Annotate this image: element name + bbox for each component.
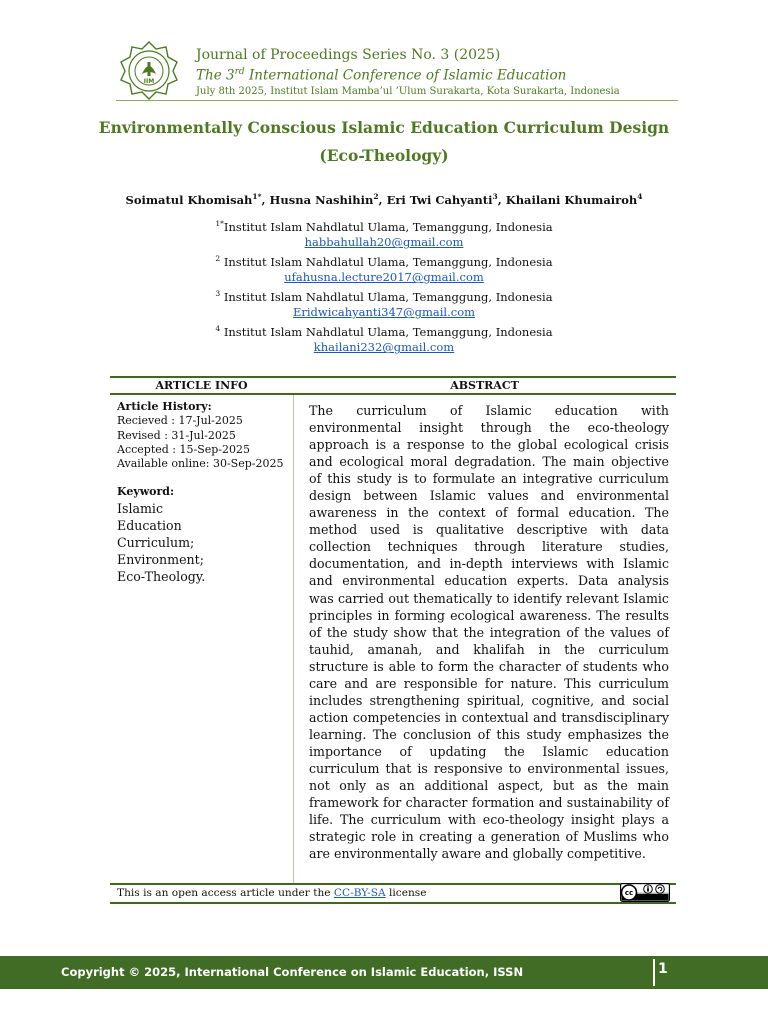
cc-by-sa-badge-icon[interactable] [620,883,670,902]
keyword: Education [117,517,182,533]
author-email-link[interactable]: khailani232@gmail.com [313,340,455,355]
page-number-divider [653,959,655,986]
affiliation: $^3$ Institut Islam Nahdlatul Ulama, Temanggung, Indonesia [215,289,553,304]
conference-dateline: July 8th 2025, Institut Islam Mamba’ul ’Ulum Surakarta, Kota Surakarta, Indonesia [196,85,620,97]
author-list [40,189,728,208]
conference-logo-icon [116,40,182,100]
affiliation: $^4$ Institut Islam Nahdlatul Ulama, Temanggung, Indonesia [215,324,553,339]
header-divider [116,100,678,101]
abstract-heading: ABSTRACT [450,379,519,392]
conference-name: The 3rd International Conference of Islamic Education [196,67,567,84]
copyright-text: Copyright © 2025, International Conference on Islamic Education, ISSN [61,965,524,979]
online-date: Available online: 30-Sep-2025 [117,457,284,471]
journal-header [116,40,678,100]
keyword: Islamic [117,500,163,516]
table-header-rule [110,393,676,395]
keyword-label: Keyword: [117,485,175,499]
table-end-rule [110,902,676,904]
column-divider [293,395,294,883]
author: Soimatul Khomisah$^{1*}$, [125,192,270,207]
accepted-date: Accepted : 15-Sep-2025 [117,442,250,456]
table-bottom-rule [110,883,676,885]
article-info-column [117,400,289,585]
svg-text:cc: cc [624,889,634,898]
revised-date: Revised : 31-Jul-2025 [117,428,236,442]
svg-text:IIM: IIM [143,78,155,85]
affiliation: $^2$ Institut Islam Nahdlatul Ulama, Temanggung, Indonesia [215,254,553,269]
paper-title: Environmentally Conscious Islamic Education Curriculum Design (Eco-Theology) [98,118,670,165]
affiliation: $^{1*}$Institut Islam Nahdlatul Ulama, Temanggung, Indonesia [215,219,553,234]
article-info-table [110,376,676,904]
author-email-link[interactable]: habbahullah20@gmail.com [304,235,464,250]
affiliation-list [40,216,728,356]
author: Khailani Khumairoh$^4$ [505,192,643,207]
received-date: Recieved : 17-Jul-2025 [117,414,243,428]
author-email-link[interactable]: ufahusna.lecture2017@gmail.com [284,270,484,285]
author: Husna Nashihin$^2$, [269,192,387,207]
keyword: Curriculum; [117,534,195,550]
page-footer [0,956,768,989]
article-history-label: Article History: [117,400,212,413]
header-text [196,46,620,98]
abstract-text: The curriculum of Islamic education with environmental insight through the eco-theology approach is a response to the global ecological crisis and ecological moral degradation. The main objective of this study is to formulate an integrative curriculum design between Islamic values and environmental awareness in the context of formal education. The method used is qualitative descriptive with data collection techniques through literature studies, documentation, and in-depth interviews with Islamic and environmental education experts. Data analysis was carried out thematically to identify relevant Islamic principles in forming ecological awareness. The results of the study show that the integration of the values of tauhid, amanah, and khalifah in the curriculum structure is able to form the character of students who care and are responsible for nature. This curriculum includes strengthening spiritual, cognitive, and social action competencies in contextual and transdisciplinary learning. The conclusion of this study emphasizes the importance of updating the Islamic education curriculum that is responsive to environmental issues, not only as an additional aspect, but as the main framework for character formation and sustainability of life. The curriculum with eco-theology insight plays a strategic role in creating a generation of Muslims who are environmentally aware and globally competitive. [309,403,669,862]
keyword: Eco-Theology. [117,568,206,584]
keyword: Environment; [117,551,204,567]
page-number: 1 [658,961,668,977]
journal-name: Journal of Proceedings Series No. 3 (2025) [196,47,501,63]
keyword-list [117,500,289,585]
author-email-link[interactable]: Eridwicahyanti347@gmail.com [292,305,476,320]
cc-by-sa-link[interactable]: CC-BY-SA [333,887,386,899]
license-statement: This is an open access article under the CC-BY-SA license [117,887,427,899]
article-info-heading: ARTICLE INFO [155,379,248,392]
author: Eri Twi Cahyanti$^3$, [386,192,506,207]
